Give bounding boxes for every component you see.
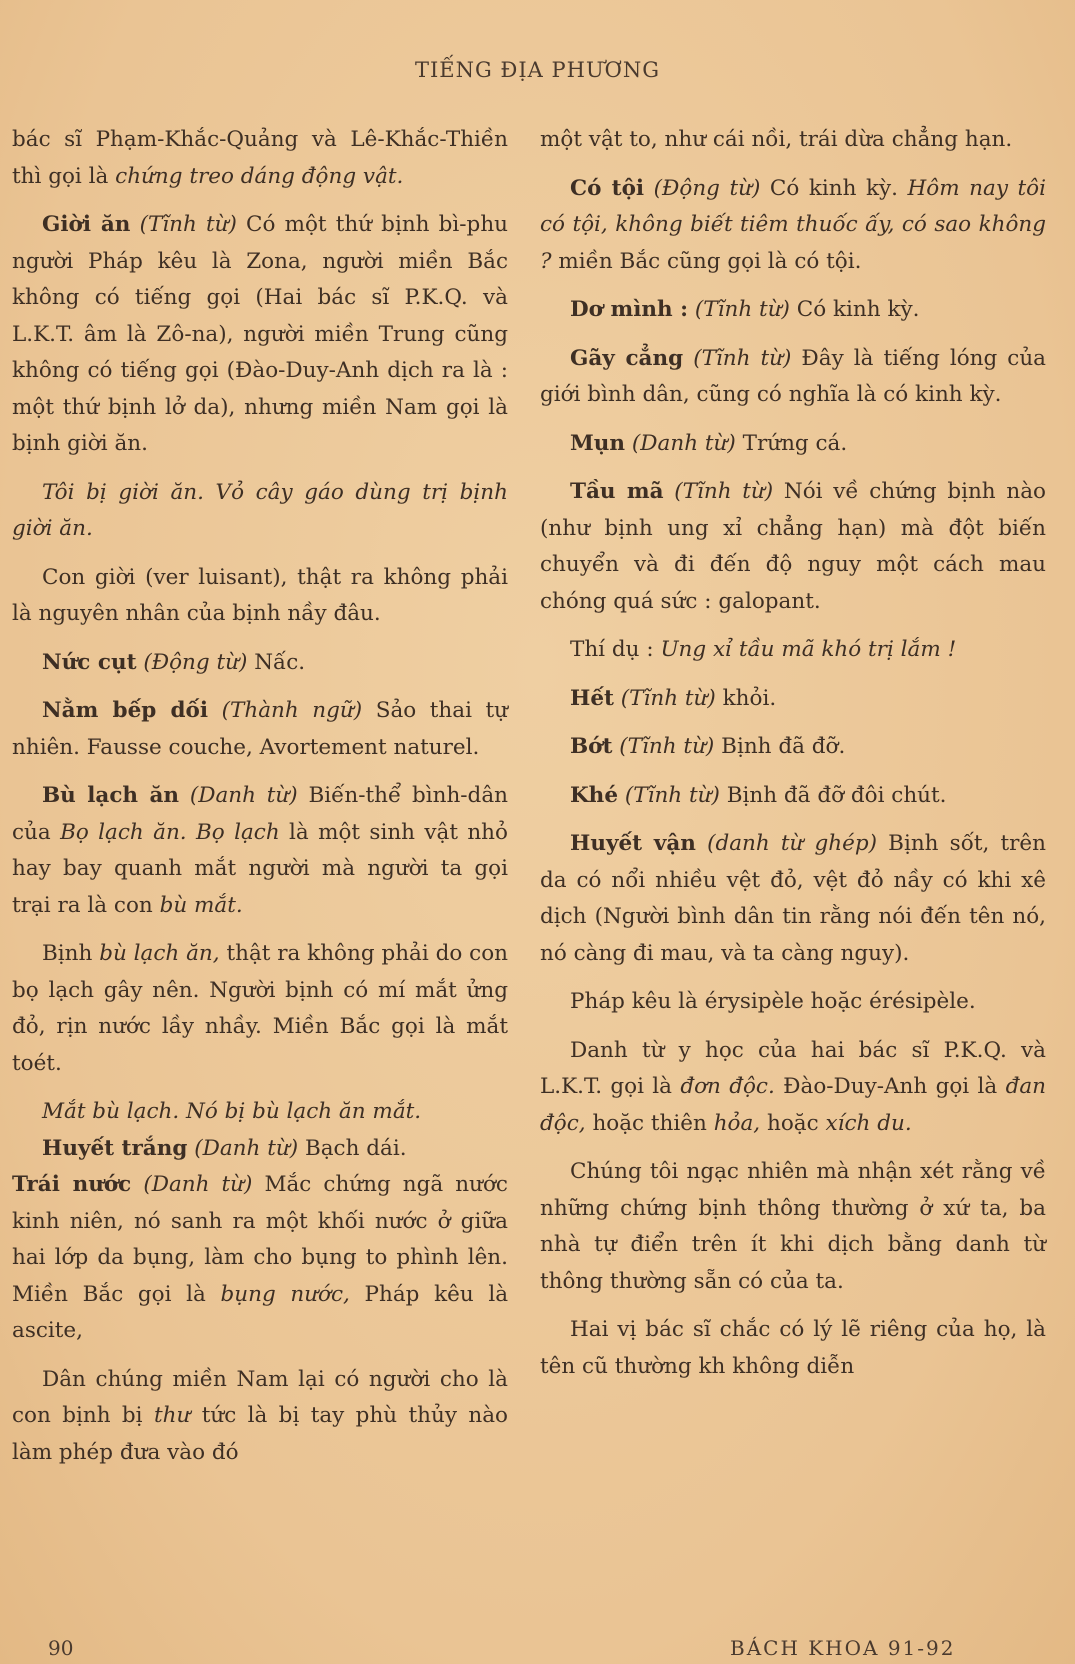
headword: Mụn xyxy=(570,430,626,456)
entry-gay-cang: Gãy cẳng (Tĩnh từ) Đây là tiếng lóng của giới bình dân, cũng có nghĩa là có kinh kỳ. xyxy=(540,345,1047,407)
entry-huyet-trang: Huyết trắng (Danh từ) Bạch dái. xyxy=(42,1135,407,1161)
paragraph: một vật to, như cái nồi, trái dừa chẳng hạn. xyxy=(540,127,1013,152)
left-column xyxy=(12,122,508,1483)
headword: Dơ mình : xyxy=(570,297,689,322)
paragraph: Hai vị bác sĩ chắc có lý lẽ riêng của họ, là tên cũ thường kh không diễn xyxy=(540,1317,1046,1379)
entry-trai-nuoc: Trái nước (Danh từ) Mắc chứng ngã nước kinh niên, nó sanh ra một khối nước ở giữa hai lớp da bụng, làm cho bụng to phình lên. Miền Bắc gọi là bụng nước, Pháp kêu là ascite, xyxy=(12,1172,509,1343)
example: Mắt bù lạch. Nó bị bù lạch ăn mắt. xyxy=(42,1099,422,1124)
paragraph: Chúng tôi ngạc nhiên mà nhận xét rằng về những chứng bịnh thông thường ở xứ ta, ba nhà tự điển trên ít khi dịch bằng danh từ thông thường sẵn có của ta. xyxy=(540,1159,1046,1294)
headword: Khé xyxy=(570,782,618,808)
headword: Trái nước xyxy=(12,1172,132,1197)
paragraph: Bịnh bù lạch ăn, thật ra không phải do con bọ lạch gây nên. Người bịnh có mí mắt ửng đỏ, rịn nước lầy nhầy. Miền Bắc gọi là mắt toét. xyxy=(12,941,508,1076)
entry-mun: Mụn (Danh từ) Trứng cá. xyxy=(570,430,848,456)
entry-bu-lach-an: Bù lạch ăn (Danh từ) Biến-thể bình-dân của Bọ lạch ăn. Bọ lạch là một sinh vật nhỏ hay bay quanh mắt người mà người ta gọi trại ra là con bù mắt. xyxy=(12,783,508,918)
headword: Bù lạch ăn xyxy=(42,783,180,808)
entry-khe: Khé (Tĩnh từ) Bịnh đã đỡ đôi chút. xyxy=(570,782,947,808)
part-of-speech: (Tĩnh từ) xyxy=(624,782,720,808)
part-of-speech: (Tĩnh từ) xyxy=(139,212,237,237)
headword: Bớt xyxy=(570,734,613,759)
entry-gioi-an: Giời ăn (Tĩnh từ) Có một thứ bịnh bì-phu người Pháp kêu là Zona, người miền Bắc không có tiếng gọi (Hai bác sĩ P.K.Q. và L.K.T. âm là Zô-na), người miền Trung cũng không có tiếng gọi (Đào-Duy-Anh dịch ra là : một thứ bịnh lở da), nhưng miền Nam gọi là bịnh giời ăn. xyxy=(12,212,509,456)
headword: Nằm bếp dối xyxy=(42,698,209,723)
example: Tôi bị giời ăn. Vỏ cây gáo dùng trị bịnh giời ăn. xyxy=(12,479,508,541)
paragraph: Dân chúng miền Nam lại có người cho là con bịnh bị thư tức là bị tay phù thủy nào làm phép đưa vào đó xyxy=(12,1366,508,1465)
part-of-speech: (Động từ) xyxy=(143,649,248,675)
part-of-speech: (Tĩnh từ) xyxy=(674,479,774,504)
paragraph: Con giời (ver luisant), thật ra không phải là nguyên nhân của bịnh nầy đâu. xyxy=(12,564,508,626)
part-of-speech: (Danh từ) xyxy=(189,783,298,808)
part-of-speech: (Tĩnh từ) xyxy=(619,734,715,759)
entry-tau-ma: Tầu mã (Tĩnh từ) Nói về chứng bịnh nào (như bịnh ung xỉ chẳng hạn) mà đột biến chuyển và đi đến độ nguy một cách mau chóng quá sức : galopant. xyxy=(540,479,1046,614)
entry-het: Hết (Tĩnh từ) khỏi. xyxy=(570,685,777,711)
paragraph: bác sĩ Phạm-Khắc-Quảng và Lê-Khắc-Thiền thì gọi là chứng treo dáng động vật. xyxy=(12,127,508,189)
page-number: 90 xyxy=(48,1636,74,1660)
footer-signature: BÁCH KHOA 91-92 xyxy=(730,1636,956,1660)
running-title: TIẾNG ĐỊA PHƯƠNG xyxy=(414,58,661,82)
part-of-speech: (Tĩnh từ) xyxy=(693,345,792,371)
right-column xyxy=(540,122,1046,1397)
headword: Tầu mã xyxy=(570,479,664,504)
paragraph: Danh từ y học của hai bác sĩ P.K.Q. và L.K.T. gọi là đơn độc. Đào-Duy-Anh gọi là đan độc, hoặc thiên hỏa, hoặc xích du. xyxy=(540,1037,1046,1136)
entry-co-toi: Có tội (Động từ) Có kinh kỳ. Hôm nay tôi có tội, không biết tiêm thuốc ấy, có sao không ? miền Bắc cũng gọi là có tội. xyxy=(540,175,1046,274)
part-of-speech: (danh từ ghép) xyxy=(707,831,877,856)
headword: Gãy cẳng xyxy=(570,345,684,371)
example: Thí dụ : Ung xỉ tầu mã khó trị lắm ! xyxy=(570,637,957,662)
paragraph: Pháp kêu là érysipèle hoặc érésipèle. xyxy=(570,989,976,1014)
entry-bot: Bớt (Tĩnh từ) Bịnh đã đỡ. xyxy=(570,734,846,759)
headword: Huyết vận xyxy=(570,831,696,856)
part-of-speech: (Tĩnh từ) xyxy=(694,297,790,322)
entry-nam-bep-doi: Nằm bếp dối (Thành ngữ) Sảo thai tự nhiên. Fausse couche, Avortement naturel. xyxy=(12,698,509,760)
entry-huyet-van: Huyết vận (danh từ ghép) Bịnh sốt, trên da có nổi nhiều vệt đỏ, vệt đỏ nầy có khi xê dịch (Người bình dân tin rằng nói đến tên nó, nó càng đi mau, và ta càng nguy). xyxy=(540,831,1046,966)
headword: Có tội xyxy=(570,175,645,201)
headword: Giời ăn xyxy=(42,212,131,237)
entry-do-minh: Dơ mình : (Tĩnh từ) Có kinh kỳ. xyxy=(570,297,920,322)
headword: Nức cụt xyxy=(42,649,137,675)
headword: Hết xyxy=(570,685,614,711)
part-of-speech: (Thành ngữ) xyxy=(221,698,363,723)
part-of-speech: (Động từ) xyxy=(653,175,761,201)
entry-nuc-cut: Nức cụt (Động từ) Nấc. xyxy=(42,649,306,675)
part-of-speech: (Danh từ) xyxy=(194,1135,299,1161)
headword: Huyết trắng xyxy=(42,1135,188,1161)
part-of-speech: (Danh từ) xyxy=(631,430,736,456)
part-of-speech: (Tĩnh từ) xyxy=(620,685,716,711)
part-of-speech: (Danh từ) xyxy=(143,1172,253,1197)
